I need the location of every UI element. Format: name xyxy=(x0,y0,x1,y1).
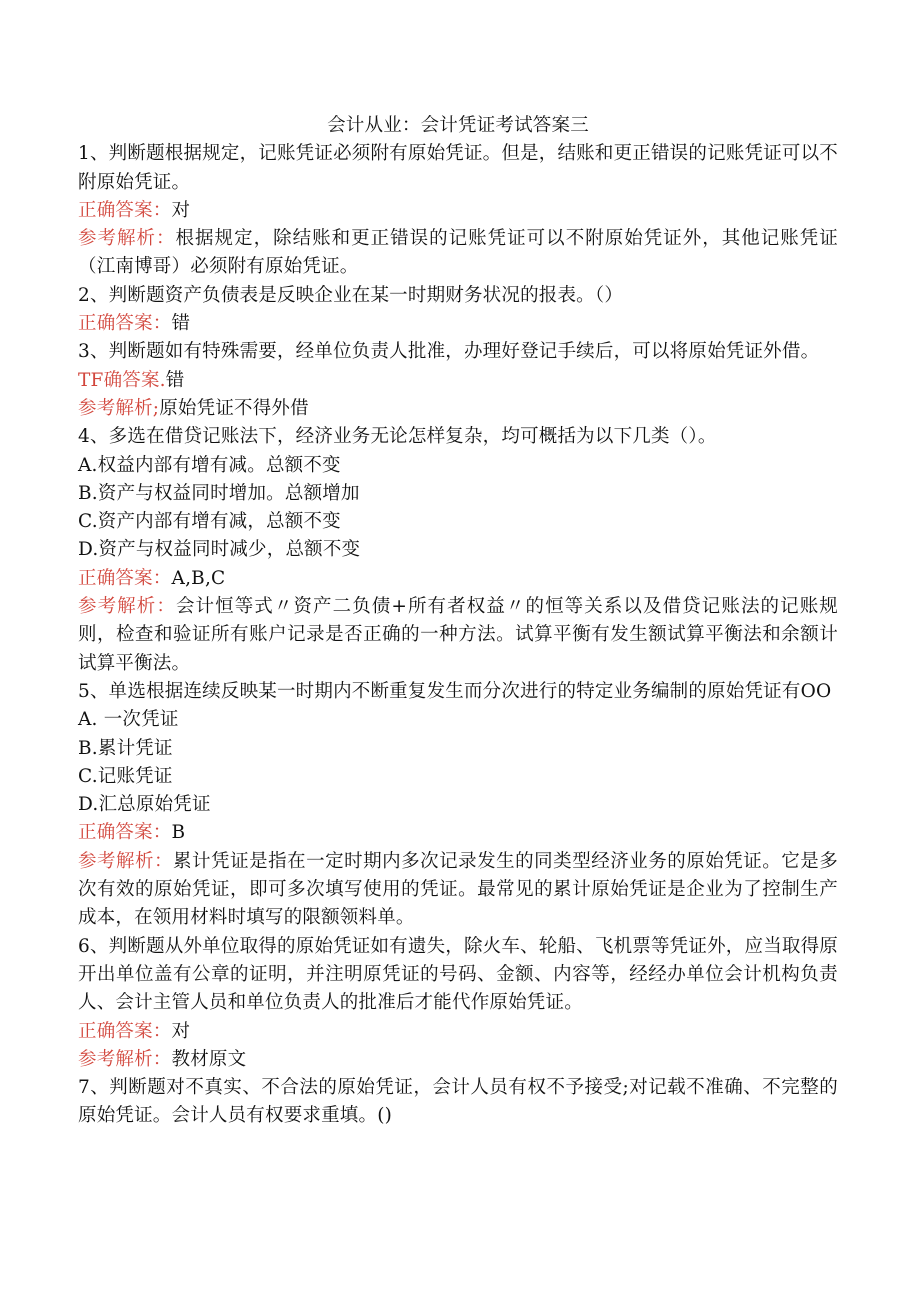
answer-value: 对 xyxy=(171,199,191,221)
answer-label: TF确答案. xyxy=(78,369,166,391)
question-3-stem: 3、判断题如有特殊需要，经单位负责人批准，办理好登记手续后，可以将原始凭证外借。 xyxy=(78,341,820,363)
analysis-text: 原始凭证不得外借 xyxy=(159,397,309,419)
question-5-option-a: A. 一次凭证 xyxy=(78,709,179,731)
question-5-option-c: C.记账凭证 xyxy=(78,765,173,787)
question-5-option-b: B.累计凭证 xyxy=(78,737,173,759)
answer-label: 正确答案： xyxy=(78,313,172,335)
question-4-stem: 4、多选在借贷记账法下，经济业务无论怎样复杂，均可概括为以下几类（）。 xyxy=(78,426,717,448)
answer-value: 错 xyxy=(165,369,185,391)
question-1-stem: 1、判断题根据规定，记账凭证必须附有原始凭证。但是，结账和更正错误的记账凭证可以不附原始凭证。 xyxy=(78,143,838,193)
answer-label: 正确答案： xyxy=(78,1020,172,1042)
question-4-option-a: A.权益内部有增有减。总额不变 xyxy=(78,454,341,476)
analysis-text: 会计恒等式〃资产二负债+所有者权益〃的恒等关系以及借贷记账法的记账规则，检查和验证所有账户记录是否正确的一种方法。试算平衡有发生额试算平衡法和余额计试算平衡法。 xyxy=(78,596,838,674)
analysis-label: 参考解析： xyxy=(78,228,176,250)
question-2-answer xyxy=(78,310,838,338)
analysis-label: 参考解析： xyxy=(78,596,176,618)
analysis-label: 参考解析; xyxy=(78,397,160,419)
question-5-option-d: D.汇总原始凭证 xyxy=(78,794,211,816)
answer-label: 正确答案： xyxy=(78,822,172,844)
question-4-option-b: B.资产与权益同时增加。总额增加 xyxy=(78,482,360,504)
answer-label: 正确答案： xyxy=(78,567,172,589)
document-page xyxy=(78,112,838,1131)
analysis-label: 参考解析： xyxy=(78,1048,172,1070)
question-4-analysis xyxy=(78,593,838,678)
question-3-analysis xyxy=(78,395,838,423)
question-7-stem: 7、判断题对不真实、不合法的原始凭证，会计人员有权不予接受;对记载不准确、不完整的原始凭证。会计人员有权要求重填。() xyxy=(78,1077,838,1127)
question-1-answer xyxy=(78,197,838,225)
question-5-analysis xyxy=(78,848,838,933)
question-5-answer xyxy=(78,819,838,847)
document-title: 会计从业：会计凭证考试答案三 xyxy=(327,115,589,136)
question-5-stem: 5、单选根据连续反映某一时期内不断重复发生而分次进行的特定业务编制的原始凭证有OO xyxy=(78,680,832,702)
answer-value: 对 xyxy=(171,1020,191,1042)
answer-value: B xyxy=(171,822,186,844)
question-6-analysis xyxy=(78,1046,838,1074)
analysis-text: 累计凭证是指在一定时期内多次记录发生的同类型经济业务的原始凭证。它是多次有效的原始凭证，即可多次填写使用的凭证。最常见的累计原始凭证是企业为了控制生产成本，在领用材料时填写的限额领料单。 xyxy=(78,850,838,929)
question-1-analysis xyxy=(78,225,838,282)
question-4-option-c: C.资产内部有增有减，总额不变 xyxy=(78,511,341,533)
answer-value: 错 xyxy=(171,313,191,335)
question-4-option-d: D.资产与权益同时减少，总额不变 xyxy=(78,539,361,561)
question-6-stem: 6、判断题从外单位取得的原始凭证如有遗失，除火车、轮船、飞机票等凭证外，应当取得原开出单位盖有公章的证明，并注明原凭证的号码、金额、内容等，经经办单位会计机构负责人、会计主管人员和单位负责人的批准后才能代作原始凭证。 xyxy=(78,935,838,1014)
question-2-stem: 2、判断题资产负债表是反映企业在某一时期财务状况的报表。（） xyxy=(78,284,624,306)
answer-label: 正确答案： xyxy=(78,199,172,221)
question-4-answer xyxy=(78,565,838,593)
analysis-text: 根据规定，除结账和更正错误的记账凭证可以不附原始凭证外，其他记账凭证（江南博哥）必须附有原始凭证。 xyxy=(78,228,838,278)
question-3-answer xyxy=(78,367,838,395)
question-6-answer xyxy=(78,1018,838,1046)
analysis-text: 教材原文 xyxy=(171,1048,247,1070)
analysis-label: 参考解析： xyxy=(78,850,174,872)
answer-value: A,B,C xyxy=(171,567,226,589)
